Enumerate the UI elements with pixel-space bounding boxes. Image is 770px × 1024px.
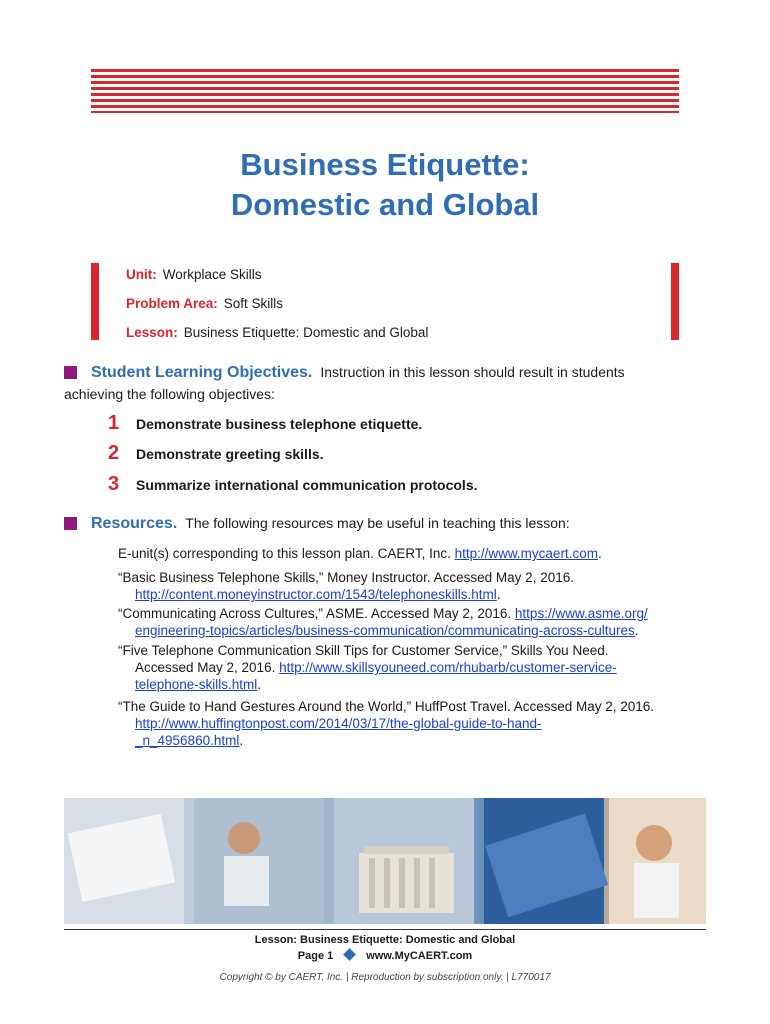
meta-bar-right bbox=[671, 263, 679, 340]
resources-intro: The following resources may be useful in teaching this lesson: bbox=[185, 515, 570, 531]
objective-text: Demonstrate greeting skills. bbox=[136, 446, 324, 462]
footer-page-row bbox=[0, 950, 770, 962]
resource-text: Accessed May 2, 2016. bbox=[135, 660, 280, 675]
footer-site: www.MyCAERT.com bbox=[366, 950, 473, 962]
resources-bullet bbox=[64, 517, 77, 530]
resources-heading: Resources. bbox=[91, 515, 178, 532]
resource-text: E-unit(s) corresponding to this lesson plan. CAERT, Inc. bbox=[118, 546, 455, 561]
footer-divider bbox=[64, 929, 706, 930]
unit-row bbox=[126, 267, 262, 282]
objective-number: 3 bbox=[108, 473, 120, 495]
objective-text: Summarize international communication protocols. bbox=[136, 477, 478, 493]
resource-item: E-unit(s) corresponding to this lesson plan. CAERT, Inc. http://www.mycaert.com. bbox=[118, 546, 602, 561]
resource-item: “Communicating Across Cultures,” ASME. Accessed May 2, 2016. https://www.asme.org/ engineering-topics/articles/business-communication/communicating-across-cultures. bbox=[118, 606, 648, 638]
objectives-heading: Student Learning Objectives. bbox=[91, 364, 313, 381]
objective-item bbox=[108, 442, 324, 465]
objectives-bullet bbox=[64, 366, 77, 379]
resource-text: “The Guide to Hand Gestures Around the World,” HuffPost Travel. Accessed May 2, 2016. bbox=[118, 699, 655, 714]
unit-label: Unit: bbox=[126, 267, 157, 282]
objectives-heading-row bbox=[91, 364, 625, 382]
objective-number: 1 bbox=[108, 412, 120, 434]
header-stripes bbox=[91, 69, 679, 121]
copyright-notice: Copyright © by CAERT, Inc. | Reproduction by subscription only. | L770017 bbox=[219, 972, 551, 983]
diamond-icon bbox=[343, 948, 356, 961]
objectives-intro-cont: achieving the following objectives: bbox=[64, 386, 275, 402]
resource-link[interactable]: telephone-skills.html bbox=[135, 677, 258, 692]
title-line-1: Business Etiquette: bbox=[240, 147, 530, 182]
resource-text: “Basic Business Telephone Skills,” Money Instructor. Accessed May 2, 2016. bbox=[118, 570, 574, 585]
resource-link[interactable]: http://www.mycaert.com bbox=[454, 546, 598, 561]
objective-text: Demonstrate business telephone etiquette. bbox=[136, 416, 423, 432]
objectives-intro: Instruction in this lesson should result in students bbox=[320, 364, 625, 380]
resource-text: “Communicating Across Cultures,” ASME. Accessed May 2, 2016. bbox=[118, 606, 515, 621]
title-line-2: Domestic and Global bbox=[230, 187, 540, 222]
problem-area-row bbox=[126, 296, 283, 311]
resource-link[interactable]: _n_4956860.html bbox=[135, 733, 240, 748]
unit-value: Workplace Skills bbox=[162, 267, 262, 282]
meta-bar-left bbox=[91, 263, 99, 340]
problem-area-label: Problem Area: bbox=[126, 296, 218, 311]
objective-item bbox=[108, 412, 422, 435]
problem-area-value: Soft Skills bbox=[223, 296, 284, 311]
objective-number: 2 bbox=[108, 442, 120, 464]
page-title bbox=[0, 145, 770, 225]
banner-photo-collage bbox=[64, 798, 706, 924]
resource-item: “Five Telephone Communication Skill Tips for Customer Service,” Skills You Need. Accessed May 2, 2016. http://www.skillsyouneed.com/rhubarb/customer-service- telephone-skills.html. bbox=[118, 642, 678, 693]
footer-lesson: Lesson: Business Etiquette: Domestic and Global bbox=[254, 934, 516, 946]
footer-page: Page 1 bbox=[297, 950, 334, 962]
resource-link[interactable]: http://content.moneyinstructor.com/1543/telephoneskills.html bbox=[135, 587, 497, 602]
resource-link[interactable]: https://www.asme.org/ bbox=[514, 606, 648, 621]
lesson-value: Business Etiquette: Domestic and Global bbox=[183, 325, 429, 340]
lesson-row bbox=[126, 325, 428, 340]
resources-heading-row bbox=[91, 515, 570, 533]
resource-item: “The Guide to Hand Gestures Around the World,” HuffPost Travel. Accessed May 2, 2016. http://www.huffingtonpost.com/2014/03/17/the-global-guide-to-hand- _n_4956860.html. bbox=[118, 698, 678, 749]
resource-link[interactable]: http://www.huffingtonpost.com/2014/03/17/the-global-guide-to-hand- bbox=[135, 716, 542, 731]
banner-photo-image bbox=[64, 798, 706, 924]
objective-item bbox=[108, 473, 478, 496]
resource-link[interactable]: engineering-topics/articles/business-communication/communicating-across-cultures bbox=[135, 623, 635, 638]
resource-text: “Five Telephone Communication Skill Tips for Customer Service,” Skills You Need. bbox=[118, 643, 609, 658]
resource-item: “Basic Business Telephone Skills,” Money Instructor. Accessed May 2, 2016. http://content.moneyinstructor.com/1543/telephoneskills.html. bbox=[118, 569, 678, 603]
lesson-label: Lesson: bbox=[126, 325, 178, 340]
resource-link[interactable]: http://www.skillsyouneed.com/rhubarb/customer-service- bbox=[279, 660, 617, 675]
